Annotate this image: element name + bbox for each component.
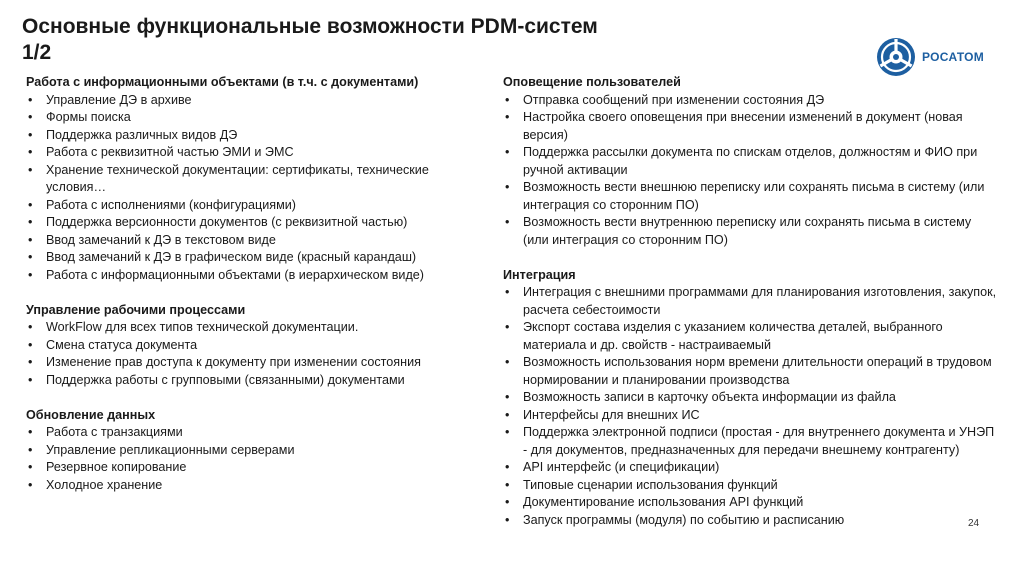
list-item: • Работа с информационными объектами (в иерархическом виде) bbox=[26, 267, 481, 285]
list-item: • Возможность записи в карточку объекта информации из файла bbox=[503, 389, 998, 407]
list-item: • Управление ДЭ в архиве bbox=[26, 92, 481, 110]
section-data-update bbox=[26, 407, 481, 495]
rosatom-logo-text: РОСАТОМ bbox=[922, 50, 985, 64]
list-item: • Поддержка электронной подписи (простая - для внутреннего документа и УНЭП - для документов, предназначенных для передачи внешнему контрагенту) bbox=[503, 424, 998, 459]
list-item: • Документирование использования API функций bbox=[503, 494, 998, 512]
section-notifications bbox=[503, 74, 998, 249]
section-title: Интеграция bbox=[503, 267, 576, 282]
list-item: • Настройка своего оповещения при внесении изменений в документ (новая версия) bbox=[503, 109, 998, 144]
list-item: • Поддержка работы с групповыми (связанными) документами bbox=[26, 372, 481, 390]
bullet-list bbox=[26, 424, 481, 494]
list-item: • WorkFlow для всех типов технической документации. bbox=[26, 319, 481, 337]
list-item: • Запуск программы (модуля) по событию и расписанию bbox=[503, 512, 998, 530]
slide-title-line-2: 1/2 bbox=[22, 41, 52, 64]
rosatom-emblem-icon bbox=[876, 37, 916, 77]
list-item: • Ввод замечаний к ДЭ в графическом виде (красный карандаш) bbox=[26, 249, 481, 267]
list-item: • Поддержка различных видов ДЭ bbox=[26, 127, 481, 145]
list-item: • Интеграция с внешними программами для планирования изготовления, закупок, расчета себестоимости bbox=[503, 284, 998, 319]
section-title: Управление рабочими процессами bbox=[26, 302, 246, 317]
right-column bbox=[503, 74, 998, 547]
list-item: • API интерфейс (и спецификации) bbox=[503, 459, 998, 477]
slide-title-line-1: Основные функциональные возможности PDM-систем bbox=[22, 15, 598, 38]
section-workflow bbox=[26, 302, 481, 390]
list-item: • Резервное копирование bbox=[26, 459, 481, 477]
left-column bbox=[26, 74, 481, 512]
list-item: • Отправка сообщений при изменении состояния ДЭ bbox=[503, 92, 998, 110]
bullet-list bbox=[503, 284, 998, 529]
bullet-list bbox=[26, 92, 481, 285]
bullet-list bbox=[26, 319, 481, 389]
section-integration bbox=[503, 267, 998, 530]
list-item: • Работа с реквизитной частью ЭМИ и ЭМС bbox=[26, 144, 481, 162]
list-item: • Управление репликационными серверами bbox=[26, 442, 481, 460]
slide-title bbox=[22, 14, 722, 66]
list-item: • Ввод замечаний к ДЭ в текстовом виде bbox=[26, 232, 481, 250]
list-item: • Типовые сценарии использования функций bbox=[503, 477, 998, 495]
list-item: • Работа с исполнениями (конфигурациями) bbox=[26, 197, 481, 215]
rosatom-logo bbox=[876, 36, 984, 78]
list-item: • Холодное хранение bbox=[26, 477, 481, 495]
list-item: • Хранение технической документации: сертификаты, технические условия… bbox=[26, 162, 481, 197]
bullet-list bbox=[503, 92, 998, 250]
section-title: Обновление данных bbox=[26, 407, 156, 422]
list-item: • Возможность вести внутреннюю переписку или сохранять письма в систему (или интеграция со сторонним ПО) bbox=[503, 214, 998, 249]
page-number: 24 bbox=[968, 518, 980, 529]
list-item: • Интерфейсы для внешних ИС bbox=[503, 407, 998, 425]
list-item: • Изменение прав доступа к документу при изменении состояния bbox=[26, 354, 481, 372]
list-item: • Смена статуса документа bbox=[26, 337, 481, 355]
list-item: • Возможность вести внешнюю переписку или сохранять письма в систему (или интеграция со сторонним ПО) bbox=[503, 179, 998, 214]
list-item: • Поддержка рассылки документа по спискам отделов, должностям и ФИО при ручной активации bbox=[503, 144, 998, 179]
list-item: • Поддержка версионности документов (с реквизитной частью) bbox=[26, 214, 481, 232]
section-title: Оповещение пользователей bbox=[503, 75, 681, 89]
list-item: • Экспорт состава изделия с указанием количества деталей, выбранного материала и др. свойств - настраиваемый bbox=[503, 319, 998, 354]
list-item: • Формы поиска bbox=[26, 109, 481, 127]
list-item: • Работа с транзакциями bbox=[26, 424, 481, 442]
section-info-objects bbox=[26, 74, 481, 284]
list-item: • Возможность использования норм времени длительности операций в трудовом нормировании и планировании производства bbox=[503, 354, 998, 389]
section-title: Работа с информационными объектами (в т.ч. с документами) bbox=[26, 75, 419, 89]
